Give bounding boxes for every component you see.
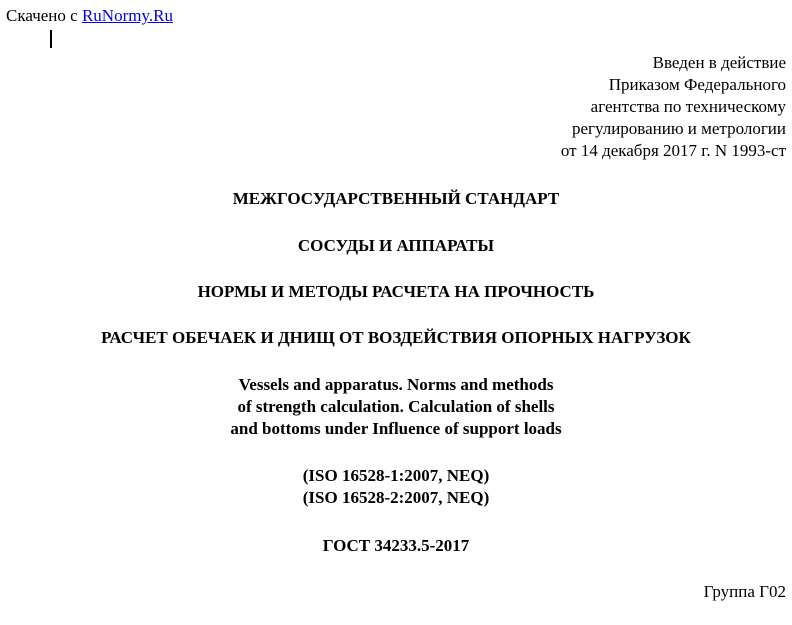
- english-title: [0, 374, 792, 440]
- iso-references: [0, 465, 792, 509]
- introduction-line: агентства по техническому: [590, 97, 786, 116]
- iso-reference: (ISO 16528-2:2007, NEQ): [302, 488, 490, 507]
- title-main: СОСУДЫ И АППАРАТЫ: [297, 236, 495, 255]
- english-title-line: and bottoms under Influence of support loads: [230, 419, 562, 438]
- introduction-line: от 14 декабря 2017 г. N 1993-ст: [560, 141, 786, 160]
- download-notice: [6, 6, 173, 26]
- introduction-line: Введен в действие: [652, 53, 786, 72]
- title-sub: НОРМЫ И МЕТОДЫ РАСЧЕТА НА ПРОЧНОСТЬ: [197, 282, 595, 301]
- english-title-line: of strength calculation. Calculation of shells: [237, 397, 555, 416]
- text-cursor: [50, 30, 52, 48]
- introduction-block: [561, 52, 786, 162]
- introduction-line: Приказом Федерального: [608, 75, 786, 94]
- group-code: Группа Г02: [703, 582, 786, 601]
- introduction-line: регулированию и метрологии: [571, 119, 786, 138]
- english-title-line: Vessels and apparatus. Norms and methods: [238, 375, 554, 394]
- runormy-link[interactable]: RuNormy.Ru: [81, 6, 173, 25]
- iso-reference: (ISO 16528-1:2007, NEQ): [302, 466, 490, 485]
- standard-type: МЕЖГОСУДАРСТВЕННЫЙ СТАНДАРТ: [232, 189, 560, 208]
- download-notice-prefix: Скачено с: [6, 6, 82, 25]
- standard-designation: ГОСТ 34233.5-2017: [322, 536, 470, 555]
- title-part: РАСЧЕТ ОБЕЧАЕК И ДНИЩ ОТ ВОЗДЕЙСТВИЯ ОПОРНЫХ НАГРУЗОК: [101, 328, 691, 347]
